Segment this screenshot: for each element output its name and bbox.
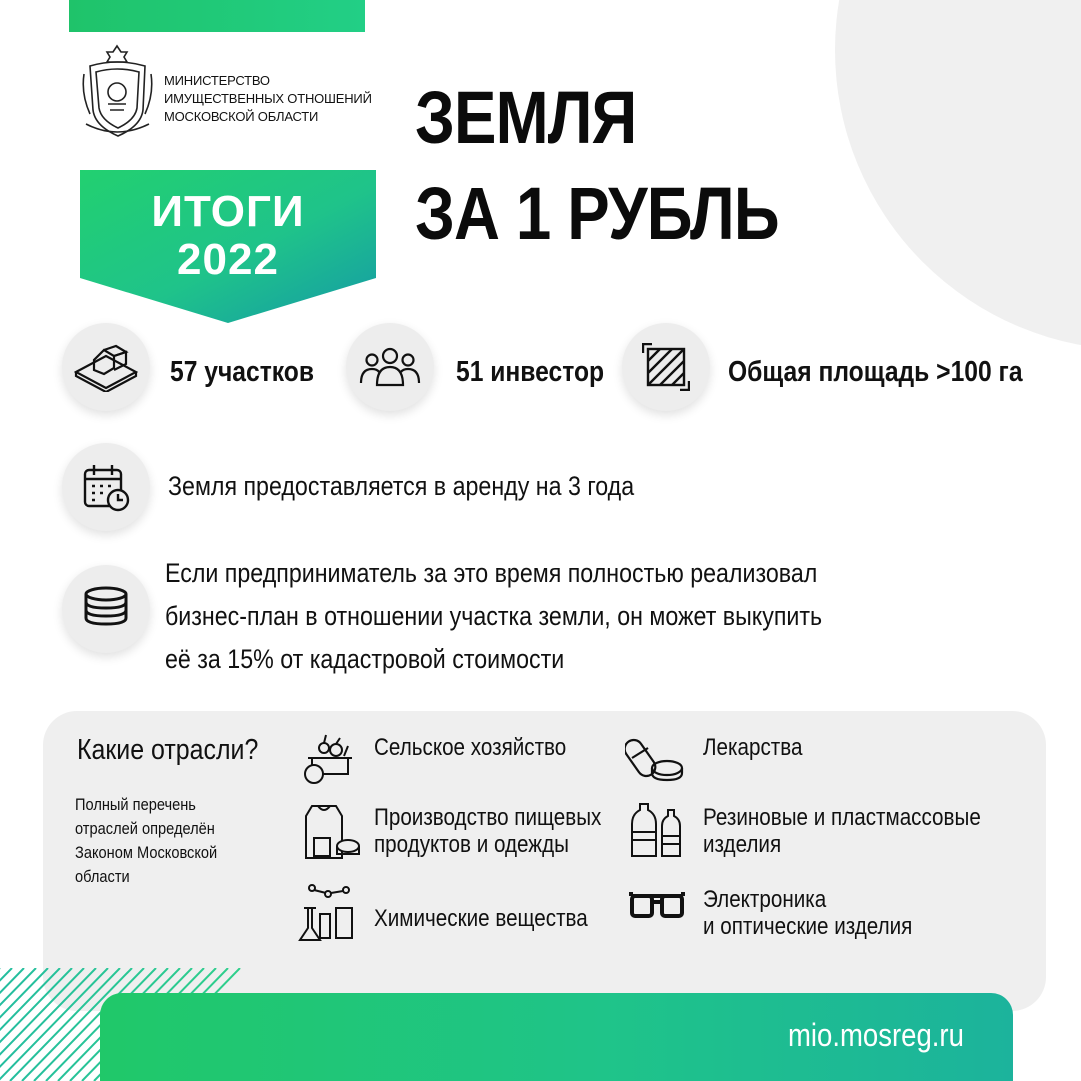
industry-agriculture-line-1: Сельское хозяйство — [374, 734, 567, 761]
industries-note — [75, 793, 217, 889]
coat-of-arms-icon — [80, 44, 155, 140]
industry-agriculture — [374, 734, 566, 761]
buyout-line-3: её за 15% от кадастровой стоимости — [165, 644, 565, 674]
ministry-name — [164, 72, 372, 126]
ministry-line-3: МОСКОВСКОЙ ОБЛАСТИ — [164, 109, 319, 124]
industry-electronics-line-1: Электроника — [703, 886, 827, 913]
lease-text: Земля предоставляется в аренду на 3 года — [168, 471, 635, 501]
note-line-1: Полный перечень — [75, 795, 196, 814]
decorative-circle — [835, 0, 1081, 350]
food-clothing-icon — [300, 802, 360, 862]
people-group-icon — [346, 323, 434, 411]
area-hatch-icon — [622, 323, 710, 411]
industry-food-line-1: Производство пищевых — [374, 804, 602, 831]
industry-plastics — [703, 804, 981, 858]
results-banner — [80, 170, 376, 323]
buyout-text — [165, 552, 822, 681]
coins-stack-icon — [62, 565, 150, 653]
glasses-icon — [627, 878, 687, 938]
banner-title: ИТОГИ — [151, 187, 305, 236]
industries-heading: Какие отрасли? — [77, 734, 259, 766]
footer-website-link[interactable]: mio.mosreg.ru — [788, 1017, 964, 1053]
title-line-2: ЗА 1 РУБЛЬ — [415, 172, 779, 255]
industry-chemicals-line-1: Химические вещества — [374, 905, 588, 932]
industry-medicine-line-1: Лекарства — [703, 734, 803, 761]
stat-area: Общая площадь >100 га — [728, 356, 1023, 388]
buyout-line-1: Если предприниматель за это время полностью реализовал — [165, 558, 818, 588]
industry-medicine — [703, 734, 802, 761]
industry-electronics — [703, 886, 912, 940]
buyout-line-2: бизнес-план в отношении участка земли, он может выкупить — [165, 601, 823, 631]
ministry-line-2: ИМУЩЕСТВЕННЫХ ОТНОШЕНИЙ — [164, 91, 372, 106]
title-line-1: ЗЕМЛЯ — [415, 76, 637, 159]
house-plot-icon — [62, 323, 150, 411]
chemistry-flasks-icon — [298, 882, 358, 942]
calendar-clock-icon — [62, 443, 150, 531]
main-title — [415, 70, 779, 262]
industry-plastics-line-2: изделия — [703, 831, 782, 858]
industry-electronics-line-2: и оптические изделия — [703, 913, 913, 940]
stat-plots: 57 участков — [170, 356, 315, 388]
industry-food-line-2: продуктов и одежды — [374, 831, 569, 858]
top-accent-bar — [69, 0, 365, 32]
stat-investors: 51 инвестор — [456, 356, 605, 388]
note-line-3: Законом Московской — [75, 843, 218, 862]
note-line-4: области — [75, 867, 130, 886]
note-line-2: отраслей определён — [75, 819, 215, 838]
industry-food-clothing — [374, 804, 601, 858]
industry-chemicals — [374, 905, 588, 932]
farm-produce-icon — [298, 728, 358, 788]
ministry-line-1: МИНИСТЕРСТВО — [164, 73, 270, 88]
plastic-bottles-icon — [630, 800, 690, 860]
banner-year: 2022 — [177, 235, 279, 284]
pills-icon — [625, 724, 685, 784]
industry-plastics-line-1: Резиновые и пластмассовые — [703, 804, 981, 831]
